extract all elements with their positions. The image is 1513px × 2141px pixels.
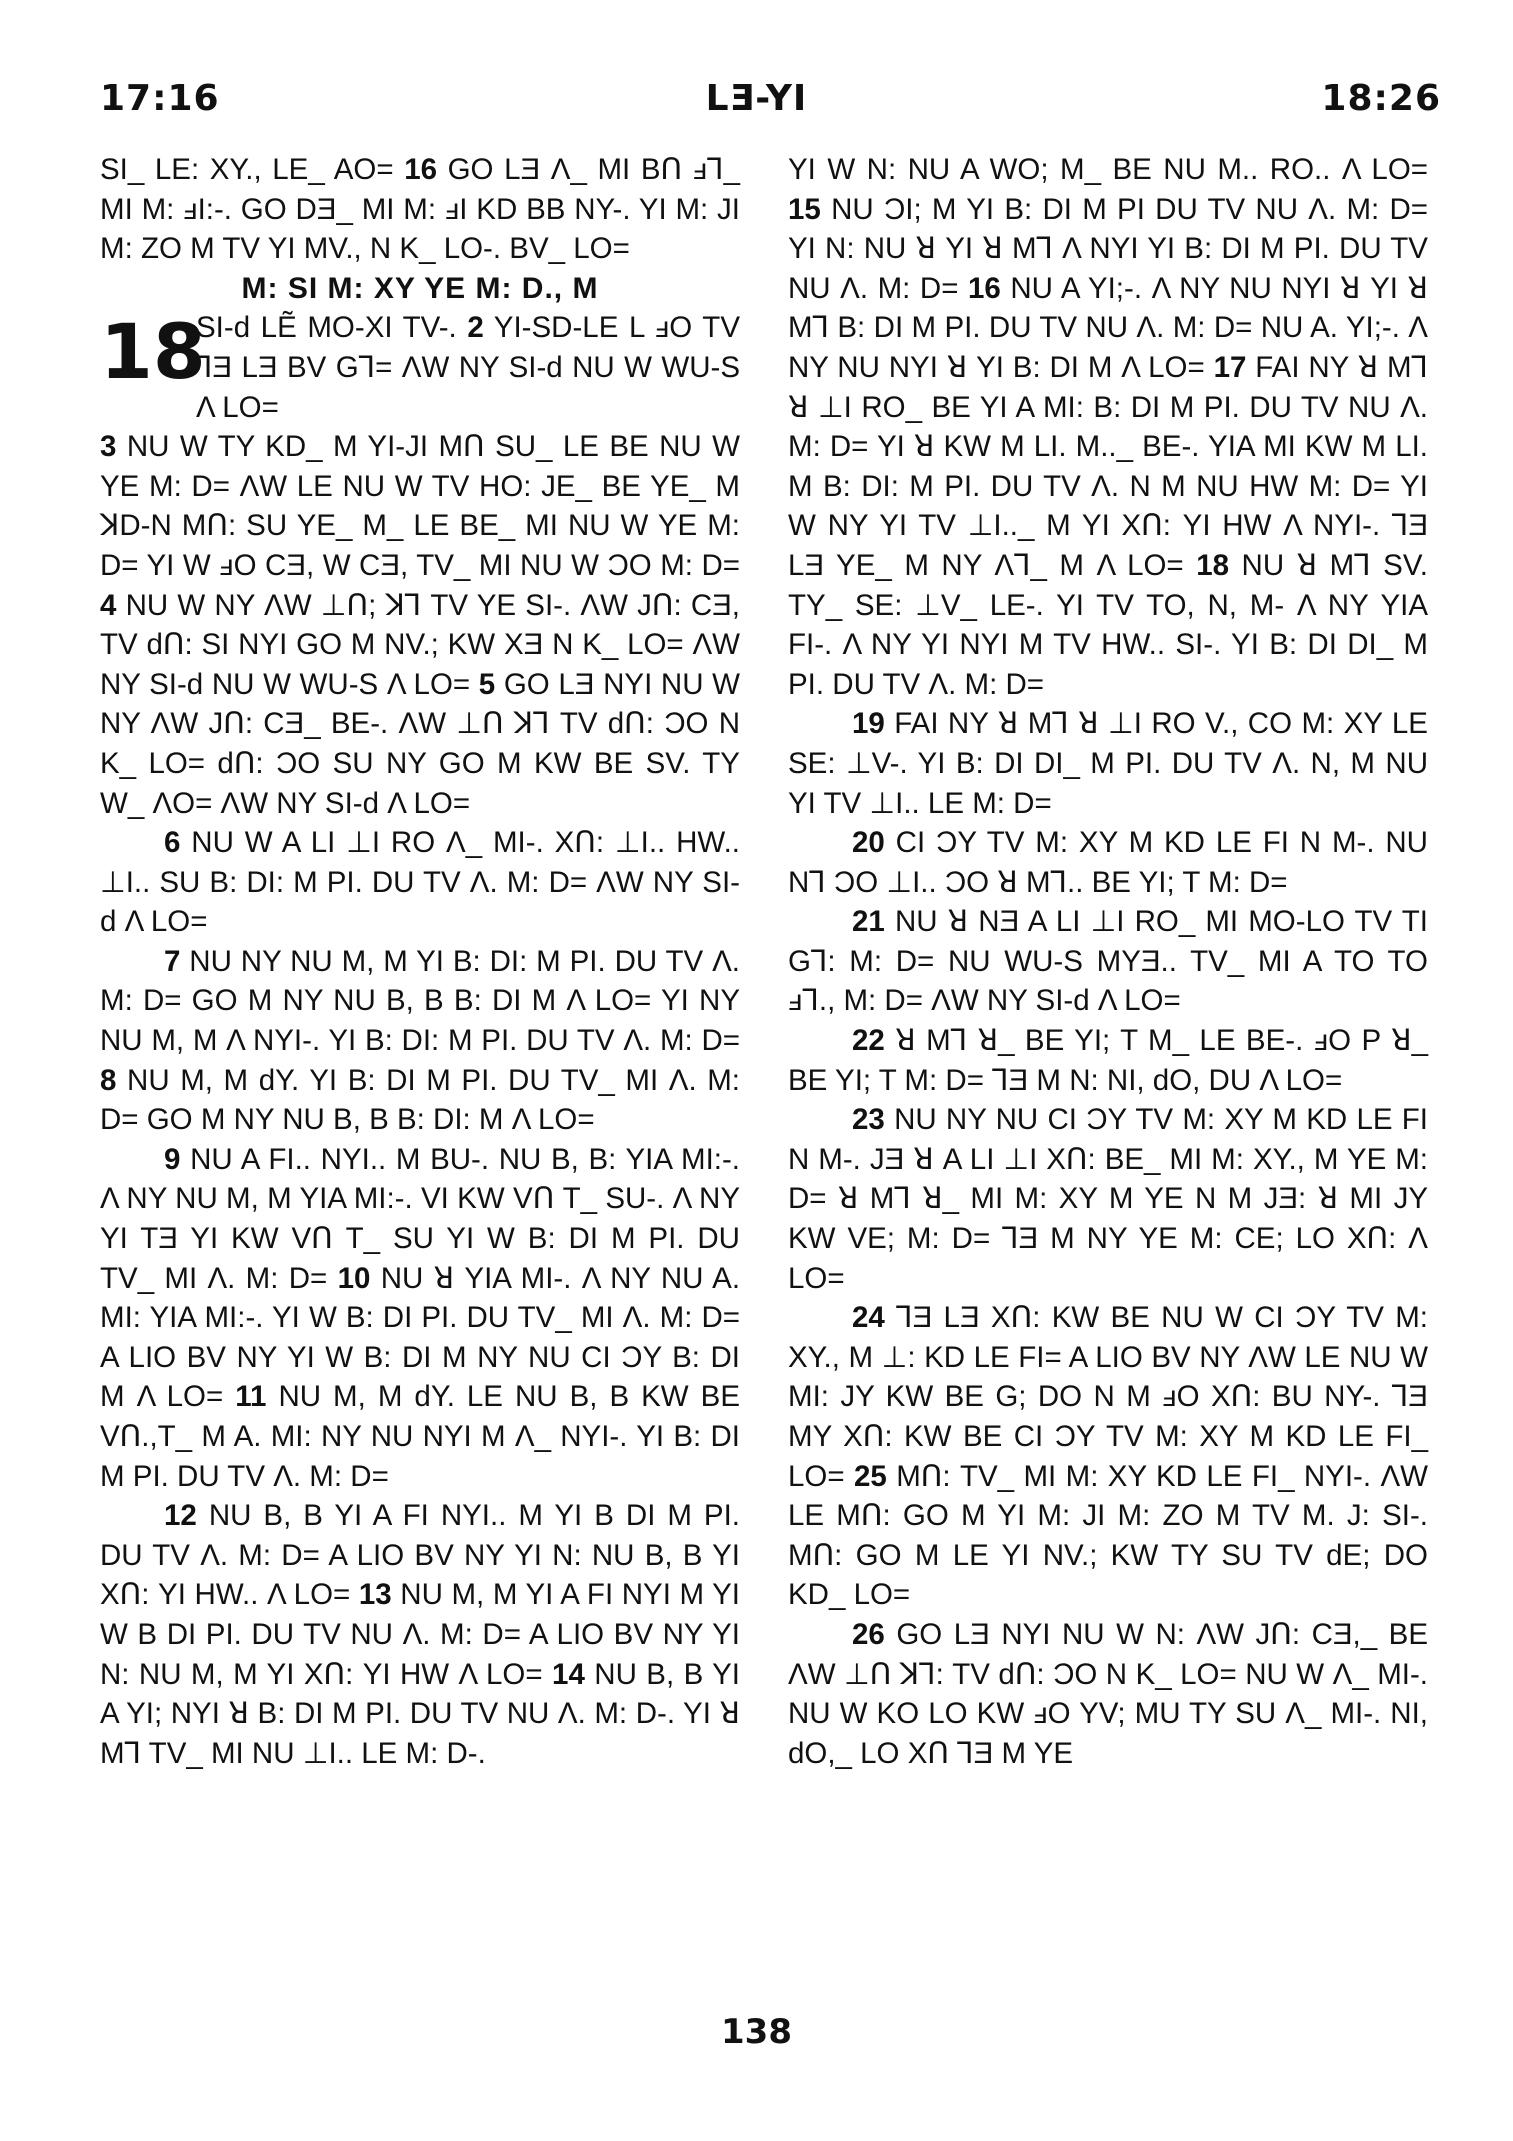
- verse-text: ⅂Ǝ LƎ XՈ: KW BE NU W CI ƆY TV M: XY., M ⊥: KD LE FI= A LIO BV NY ΛW LE NU W MI: JY KW BE G; DO N M ⅎO XՈ: BU NY-. ⅂Ǝ MY XՈ: KW BE CI ƆY TV M: XY M KD LE FI_ LO=: [788, 1301, 1429, 1493]
- verse-text: FAI NY ꓤ M⅂ ꓤ ⊥I RO V., CO M: XY LE SE: ⊥V-. YI B: DI DI_ M PI. DU TV Λ. N, M NU YI TV ⊥I.. LE M: D=: [788, 707, 1428, 820]
- verse-number: 16: [967, 271, 1001, 305]
- verse-number: 17: [1213, 350, 1247, 384]
- verse-text: NU A FI.. NYI.. M BU-. NU B, B: YIA MI:-. Λ NY NU M, M YIA MI:-. VI KW VՈ T_ SU-. Λ NY YI TƎ YI KW VՈ T_ SU YI W B: DI M PI. DU TV_ MI Λ. M: D=: [100, 1142, 741, 1295]
- verse-number: 19: [852, 707, 885, 741]
- paragraph: [788, 823, 1428, 902]
- verse-text: NU W A LI ⊥I RO Λ_ MI-. XՈ: ⊥I.. HW.. ⊥I.. SU B: DI: M PI. DU TV Λ. M: D= ΛW NY SI-d Λ LO=: [100, 826, 740, 939]
- verse-number: 16: [404, 153, 438, 186]
- verse-text: YI W N: NU A WO; M_ BE NU M.. RO.. Λ LO=: [788, 153, 1428, 186]
- paragraph: [788, 704, 1428, 823]
- paragraph: [100, 150, 740, 269]
- paragraph: [788, 150, 1428, 704]
- verse-number: 4: [100, 588, 117, 622]
- verse-text: NU B, B YI A YI; NYI ꓤ B: DI M PI. DU TV NU Λ. M: D-. YI ꓤ M⅂ TV_ MI NU ⊥I.. LE M: D-.: [100, 1657, 741, 1770]
- running-head-start-ref: 17:16: [100, 78, 220, 119]
- verse-number: 10: [337, 1261, 371, 1295]
- verse-number: 13: [358, 1578, 392, 1612]
- verse-number: 21: [852, 905, 885, 939]
- verse-text: NU M, M dY. LE NU B, B KW BE VՈ.,T_ M A. MI: NY NU NYI M Λ_ NYI-. YI B: DI M PI. DU TV Λ. M: D=: [100, 1380, 741, 1493]
- verse-text: NU A YI;-. Λ NY NU NYI ꓤ YI ꓤ M⅂ B: DI M PI. DU TV NU Λ. M: D= NU A. YI;-. Λ NY NU NYI ꓤ YI B: DI M Λ LO=: [788, 271, 1428, 384]
- verse-text: NU M, M dY. YI B: DI M PI. DU TV_ MI Λ. M: D= GO M NY NU B, B B: DI: M Λ LO=: [100, 1063, 740, 1137]
- paragraph: [100, 942, 740, 1140]
- paragraph: [788, 1100, 1428, 1298]
- verse-text: NU ꓤ NƎ A LI ⊥I RO_ MI MO-LO TV TI G⅂: M: D= NU WU-S MYƎ.. TV_ MI A TO TO ⅎ⅂., M: D= ΛW NY SI-d Λ LO=: [788, 905, 1428, 1018]
- chapter-start: [100, 308, 740, 427]
- paragraph: [100, 823, 740, 942]
- chapter-number: 18: [100, 307, 206, 397]
- verse-text: NU NY NU M, M YI B: DI: M PI. DU TV Λ. M: D= GO M NY NU B, B B: DI M Λ LO= YI NY NU M, M Λ NYI-. YI B: DI: M PI. DU TV Λ. M: D=: [100, 944, 740, 1058]
- verse-number: 11: [235, 1380, 267, 1414]
- verse-text: GO LƎ NYI NU W N: ΛW JՈ: CƎ,_ BE ΛW ⊥Ո ꓘ⅂: TV dՈ: ƆO N K_ LO= NU W Λ_ MI-. NU W KO LO KW ⅎO YV; MU TY SU Λ_ MI-. NI, dO,_ LO XՈ ⅂Ǝ M YE: [788, 1617, 1429, 1770]
- verse-text: CI ƆY TV M: XY M KD LE FI N M-. NU N⅂ ƆO ⊥I.. ƆO ꓤ M⅂.. BE YI; T M: D=: [788, 826, 1428, 899]
- verse-text: NU W TY KD_ M YI-JI MՈ SU_ LE BE NU W YE M: D= ΛW LE NU W TV HO: JE_ BE YE_ M ꓘD-N MՈ: SU YE_ M_ LE BE_ MI NU W YE M: D= YI W ⅎO CƎ, W CƎ, TV_ MI NU W ƆO M: D=: [100, 430, 740, 582]
- verse-text: MՈ: TV_ MI M: XY KD LE FI_ NYI-. ΛW LE MՈ: GO M YI M: JI M: ZO M TV M. J: SI-. MՈ: GO M LE YI NV.; KW TY SU TV dE; DO KD_ LO=: [788, 1459, 1429, 1612]
- verse-text: NU ꓤ M⅂ SV. TY_ SE: ⊥V_ LE-. YI TV TO, N, M- Λ NY YIA FI-. Λ NY YI NYI M TV HW.. SI-. YI B: DI DI_ M PI. DU TV Λ. M: D=: [788, 548, 1429, 701]
- left-column: [100, 150, 740, 1773]
- verse-number: 7: [164, 944, 181, 978]
- paragraph: [100, 427, 740, 823]
- paragraph: [100, 1140, 740, 1496]
- verse-text: YI-SD-LE L ⅎO TV ⅂Ǝ LƎ BV G⅂= ΛW NY SI-d NU W WU-S Λ LO=: [196, 311, 741, 424]
- verse-number: 23: [852, 1103, 885, 1137]
- verse-number: 24: [852, 1301, 885, 1335]
- verse-text: GO LƎ Λ_ MI BՈ ⅎ⅂_ MI M: ⅎI:-. GO DƎ_ MI M: ⅎI KD BB NY-. YI M: JI M: ZO M TV YI MV., N K_ LO-. BV_ LO=: [100, 153, 740, 266]
- verse-number: 2: [467, 311, 484, 345]
- running-head-book-title: LƎ-YI: [705, 78, 808, 119]
- verse-text: NU M, M YI A FI NYI M YI W B DI PI. DU TV NU Λ. M: D= A LIO BV NY YI N: NU M, M YI XՈ: YI HW Λ LO=: [100, 1578, 740, 1691]
- section-heading: M: SI M: XY YE M: D., M: [241, 271, 599, 305]
- verse-number: 6: [164, 826, 181, 860]
- verse-number: 22: [852, 1024, 885, 1058]
- running-head-end-ref: 18:26: [1321, 78, 1441, 119]
- verse-number: 15: [788, 192, 821, 226]
- chapter-opening-lines: [196, 308, 740, 427]
- verse-number: 8: [100, 1063, 117, 1097]
- verse-text: NU NY NU CI ƆY TV M: XY M KD LE FI N M-. JƎ ꓤ A LI ⊥I XՈ: BE_ MI M: XY., M YE M: D= ꓤ M⅂ ꓤ_ MI M: XY M YE N M JƎ: ꓤ MI JY KW VE; M: D= ⅂Ǝ M NY YE M: CE; LO XՈ: Λ LO=: [788, 1103, 1428, 1295]
- verse-text: SI-d LẼ MO-XI TV-.: [196, 311, 457, 345]
- verse-number: 18: [1196, 548, 1230, 582]
- verse-number: 14: [552, 1657, 585, 1691]
- verse-text: GO LƎ NYI NU W NY ΛW JՈ: CƎ_ BE-. ΛW ⊥Ո ꓘ⅂ TV dՈ: ƆO N K_ LO= dՈ: ƆO SU NY GO M KW BE SV. TY W_ ΛO= ΛW NY SI-d Λ LO=: [100, 667, 740, 820]
- verse-number: 5: [478, 667, 496, 701]
- paragraph: [788, 1615, 1428, 1773]
- verse-number: 20: [852, 826, 885, 860]
- verse-number: 9: [164, 1142, 181, 1176]
- paragraph: [788, 1021, 1428, 1100]
- verse-text: NU ƆI; M YI B: DI M PI DU TV NU Λ. M: D= YI N: NU ꓤ YI ꓤ M⅂ Λ NYI YI B: DI M PI. DU TV NU Λ. M: D=: [788, 192, 1428, 305]
- verse-text: NU ꓤ YIA MI-. Λ NY NU A. MI: YIA MI:-. YI W B: DI PI. DU TV_ MI Λ. M: D= A LIO BV NY YI W B: DI M NY NU CI ƆY B: DI M Λ LO=: [100, 1261, 741, 1414]
- verse-number: 26: [852, 1617, 885, 1651]
- paragraph: [100, 1496, 740, 1773]
- verse-number: 3: [100, 430, 117, 464]
- paragraph: [788, 902, 1428, 1021]
- verse-text: FAI NY ꓤ M⅂ ꓤ ⊥I RO_ BE YI A MI: B: DI M PI. DU TV NU Λ. M: D= YI ꓤ KW M LI. M.._ BE-. YIA MI KW M LI. M B: DI: M PI. DU TV Λ. N M NU HW M: D= YI W NY YI TV ⊥I.._ M YI XՈ: YI HW Λ NYI-. ⅂Ǝ LƎ YE_ M NY Λ⅂_ M Λ LO=: [788, 350, 1428, 582]
- verse-number: 12: [164, 1499, 197, 1533]
- paragraph: [788, 1298, 1428, 1615]
- verse-text: ꓤ M⅂ ꓤ_ BE YI; T M_ LE BE-. ⅎO P ꓤ_ BE YI; T M: D= ⅂Ǝ M N: NI, dO, DU Λ LO=: [788, 1024, 1428, 1097]
- right-column: [788, 150, 1428, 1773]
- page-number: 138: [721, 2012, 792, 2052]
- verse-text: NU B, B YI A FI NYI.. M YI B DI M PI. DU TV Λ. M: D= A LIO BV NY YI N: NU B, B YI XՈ: YI HW.. Λ LO=: [100, 1499, 740, 1612]
- verse-text: SI_ LE: XY., LE_ AO=: [100, 153, 394, 186]
- verse-number: 25: [854, 1459, 887, 1493]
- verse-text: NU W NY ΛW ⊥Ո; ꓘ⅂ TV YE SI-. ΛW JՈ: CƎ, TV dՈ: SI NYI GO M NV.; KW XƎ N K_ LO= ΛW NY SI-d NU W WU-S Λ LO=: [100, 588, 740, 701]
